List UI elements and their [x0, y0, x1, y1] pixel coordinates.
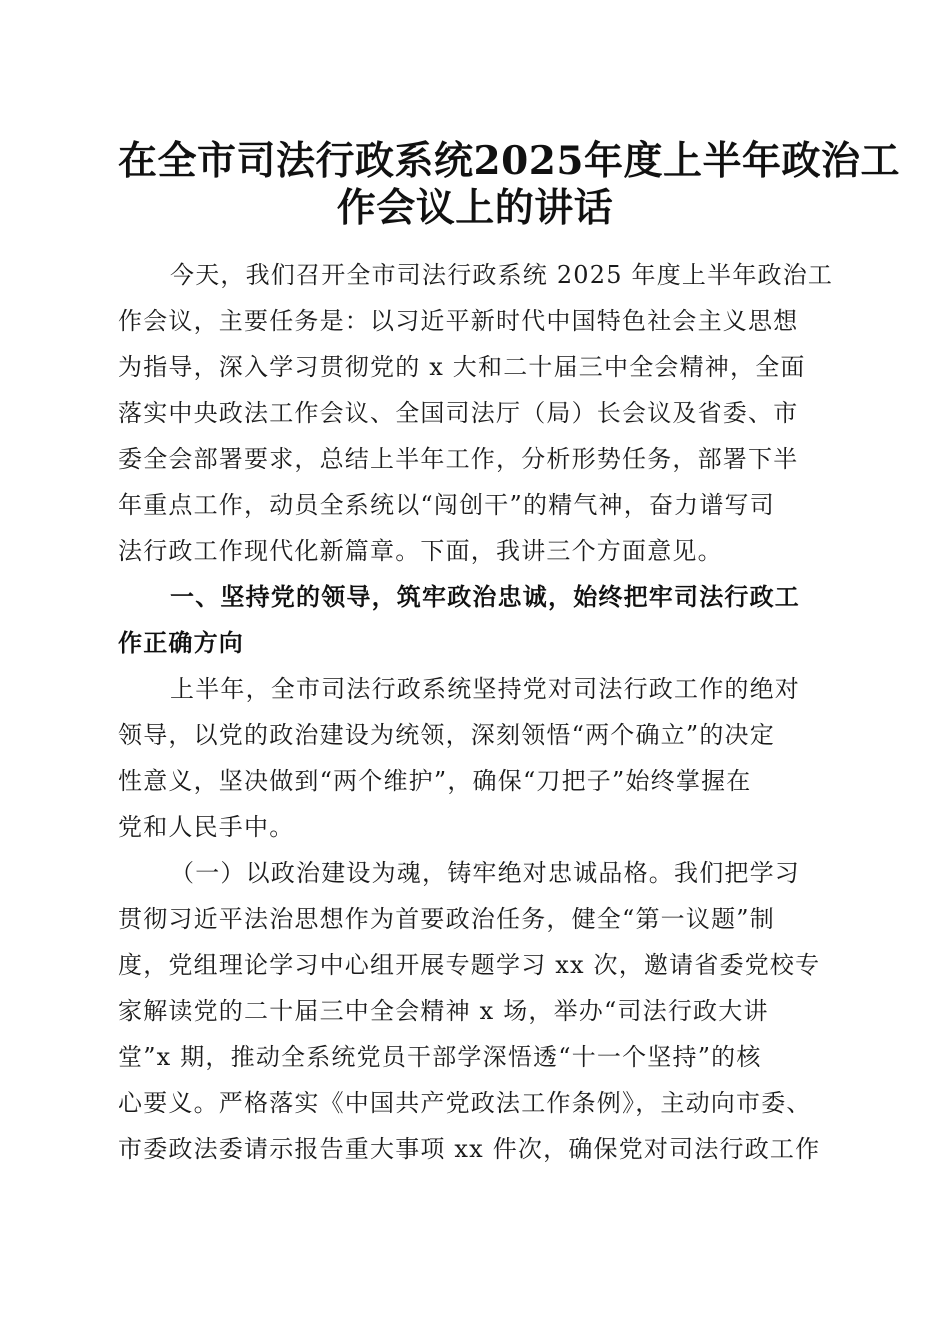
body-line: 年重点工作，动员全系统以“闯创干”的精气神，奋力谱写司 [118, 491, 775, 519]
title-line-2: 作会议上的讲话 [336, 185, 614, 231]
body-line: 落实中央政法工作会议、全国司法厅（局）长会议及省委、市 [118, 399, 799, 427]
section-heading-line: 一、坚持党的领导，筑牢政治忠诚，始终把牢司法行政工 [170, 583, 800, 611]
body-line: 度，党组理论学习中心组开展专题学习 xx 次，邀请省委党校专 [118, 951, 821, 979]
body-line: 性意义，坚决做到“两个维护”，确保“刀把子”始终掌握在 [118, 767, 752, 795]
body-line: 市委政法委请示报告重大事项 xx 件次，确保党对司法行政工作 [118, 1135, 821, 1163]
body-line: 堂”x 期，推动全系统党员干部学深悟透“十一个坚持”的核 [118, 1043, 762, 1071]
body-line: 贯彻习近平法治思想作为首要政治任务，健全“第一议题”制 [118, 905, 775, 933]
body-line: 党和人民手中。 [118, 813, 295, 841]
title-line-1: 在全市司法行政系统2025年度上半年政治工 [118, 138, 901, 184]
body-line: 委全会部署要求，总结上半年工作，分析形势任务，部署下半 [118, 445, 799, 473]
document-title [118, 138, 901, 232]
body-line: 今天，我们召开全市司法行政系统 2025 年度上半年政治工 [170, 261, 834, 289]
body-line: 为指导，深入学习贯彻党的 x 大和二十届三中全会精神，全面 [118, 353, 806, 381]
body-line: 家解读党的二十届三中全会精神 x 场，举办“司法行政大讲 [118, 997, 769, 1025]
body-line: 领导，以党的政治建设为统领，深刻领悟“两个确立”的决定 [118, 721, 775, 749]
section-heading-line: 作正确方向 [118, 629, 244, 657]
body-line: 心要义。严格落实《中国共产党政法工作条例》，主动向市委、 [118, 1089, 812, 1117]
body-line: （一）以政治建设为魂，铸牢绝对忠诚品格。我们把学习 [170, 859, 800, 887]
body-line: 作会议，主要任务是：以习近平新时代中国特色社会主义思想 [118, 307, 799, 335]
body-line: 法行政工作现代化新篇章。下面，我讲三个方面意见。 [118, 537, 723, 565]
document-body [118, 252, 834, 1172]
body-line: 上半年，全市司法行政系统坚持党对司法行政工作的绝对 [170, 675, 800, 703]
